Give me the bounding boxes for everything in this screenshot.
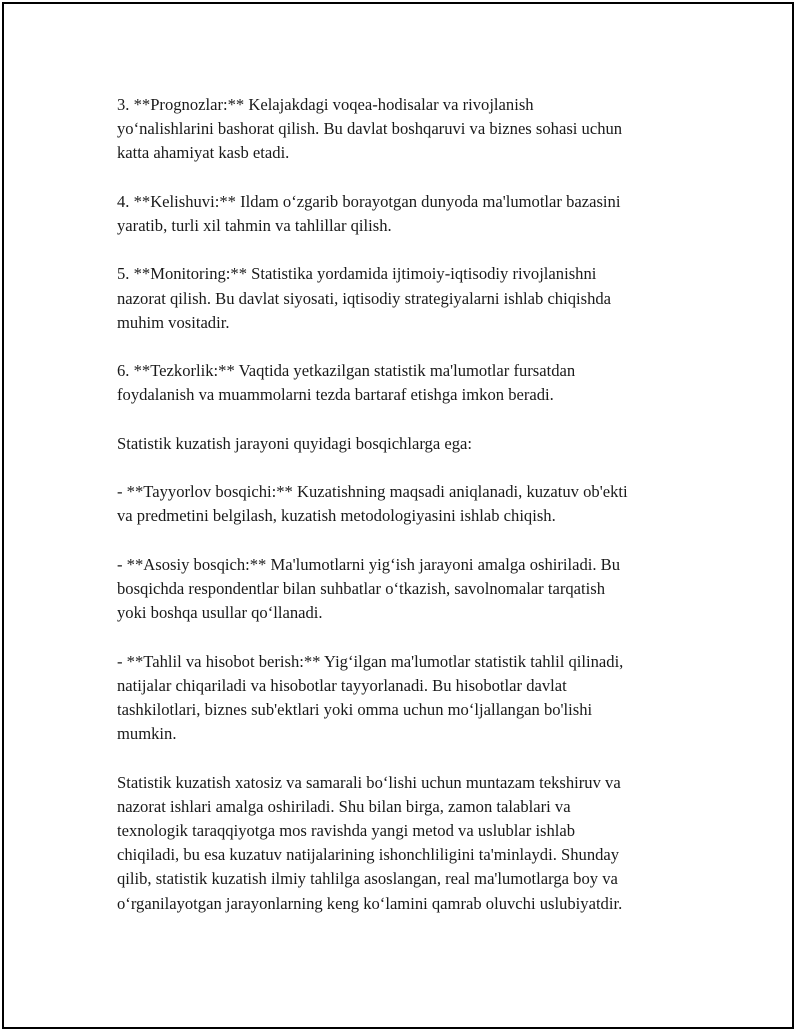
paragraph-tayyorlov-bosqichi: - **Tayyorlov bosqichi:** Kuzatishning maqsadi aniqlanadi, kuzatuv ob'ekti va predmetini belgilash, kuzatish metodologiyasini ishlab chiqish. (117, 482, 628, 526)
paragraph-stages-intro: Statistik kuzatish jarayoni quyidagi bosqichlarga ega: (117, 433, 472, 453)
paragraph-asosiy-bosqich: - **Asosiy bosqich:** Ma'lumotlarni yig‘ish jarayoni amalga oshiriladi. Bu bosqichda respondentlar bilan suhbatlar o‘tkazish, savolnomalar tarqatish yoki boshqa usullar qo‘llanadi. (117, 554, 621, 623)
document-body (117, 93, 692, 940)
paragraph-kelishuvi: 4. **Kelishuvi:** Ildam o‘zgarib borayotgan dunyoda ma'lumotlar bazasini yaratib, turli xil tahmin va tahlillar qilish. (117, 191, 621, 235)
paragraph-tahlil-hisobot: - **Tahlil va hisobot berish:** Yig‘ilgan ma'lumotlar statistik tahlil qilinadi, natijalar chiqariladi va hisobotlar tayyorlanadi. Bu hisobotlar davlat tashkilotlari, biznes sub'ektlari yoki omma uchun mo‘ljallangan bo'lishi mumkin. (117, 651, 624, 744)
paragraph-monitoring: 5. **Monitoring:** Statistika yordamida ijtimoiy-iqtisodiy rivojlanishni nazorat qilish. Bu davlat siyosati, iqtisodiy strategiyalarni ishlab chiqishda muhim vositadir. (117, 264, 612, 332)
paragraph-conclusion: Statistik kuzatish xatosiz va samarali bo‘lishi uchun muntazam tekshiruv va nazorat ishlari amalga oshiriladi. Shu bilan birga, zamon talablari va texnologik taraqqiyotga mos ravishda yangi metod va uslublar ishlab chiqiladi, bu esa kuzatuv natijalarining ishonchliligini ta'minlaydi. Shunday qilib, statistik kuzatish ilmiy tahlilga asoslangan, real ma'lumotlarga boy va o‘rganilayotgan jarayonlarning keng ko‘lamini qamrab oluvchi uslubiyatdir. (117, 772, 623, 913)
paragraph-prognozlar: 3. **Prognozlar:** Kelajakdagi voqea-hodisalar va rivojlanish yo‘nalishlarini bashorat qilish. Bu davlat boshqaruvi va biznes sohasi uchun katta ahamiyat kasb etadi. (117, 95, 623, 163)
paragraph-tezkorlik: 6. **Tezkorlik:** Vaqtida yetkazilgan statistik ma'lumotlar fursatdan foydalanish va muammolarni tezda bartaraf etishga imkon beradi. (117, 361, 576, 405)
